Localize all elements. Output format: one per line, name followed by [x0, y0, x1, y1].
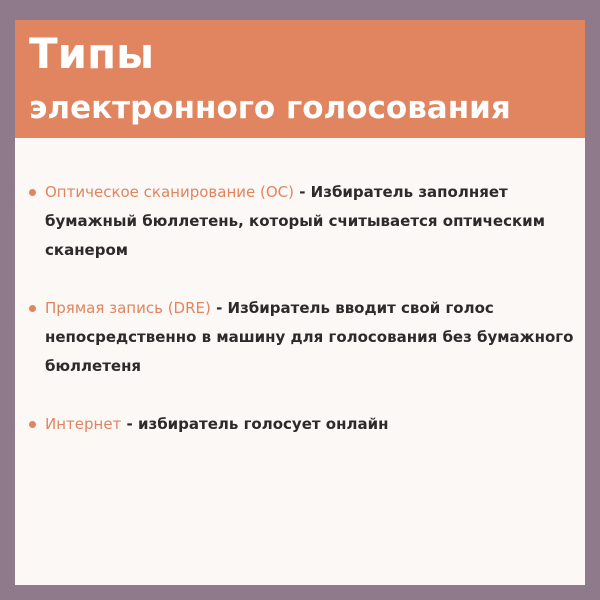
item-term: Прямая запись (DRE) — [45, 299, 211, 317]
bullet-icon — [29, 305, 36, 312]
item-description: - Избиратель вводит свой голос непосредственно в машину для голосования без бумажного бюллетеня — [45, 299, 574, 375]
header-banner — [15, 20, 585, 138]
list-item-direct-recording — [29, 294, 574, 381]
item-term: Оптическое сканирование (ОС) — [45, 183, 294, 201]
bullet-icon — [29, 421, 36, 428]
title-line-1: Типы — [29, 29, 155, 78]
item-description: - избиратель голосует онлайн — [121, 415, 389, 433]
list-item-optical-scan — [29, 178, 574, 265]
title-line-2: электронного голосования — [29, 90, 511, 126]
voting-types-list — [29, 178, 574, 439]
bullet-icon — [29, 189, 36, 196]
item-term: Интернет — [45, 415, 122, 433]
list-item-internet — [29, 410, 574, 439]
info-card — [15, 20, 585, 585]
item-description: - Избиратель заполняет бумажный бюллетень, который считывается оптическим сканером — [45, 183, 545, 259]
